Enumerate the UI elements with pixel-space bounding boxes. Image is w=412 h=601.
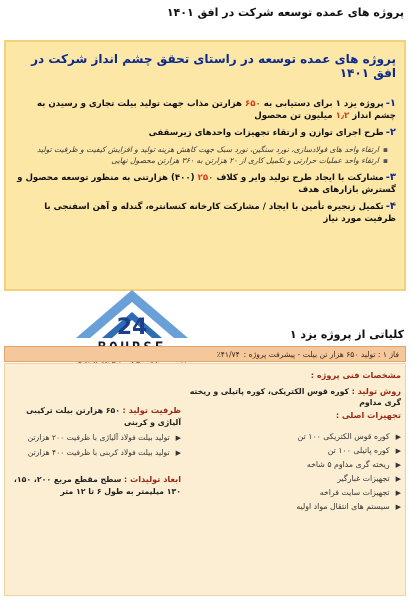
method-text: کوره قوس الکتریکی، کوره پاتیلی و ریخته گری مداوم <box>189 387 401 407</box>
item-value: ۶۵۰ <box>245 99 261 109</box>
svg-text:24: 24 <box>116 315 148 340</box>
triangle-bullet-icon: ▶ <box>395 489 401 497</box>
triangle-bullet-icon: ▶ <box>395 475 401 483</box>
item-text: پروژه یزد ۱ برای دستیابی به <box>260 99 384 109</box>
phase-progress: ۴۱/۷۴٪ <box>216 350 240 359</box>
item-text: هزارتن مذاب جهت تولید بیلت تجاری و رسیدن به چشم انداز <box>36 99 396 121</box>
item-number: ۲- <box>385 127 396 138</box>
sub-item-text: ارتقاء واحد های فولادسازی، نورد سنگین، نورد سبک جهت کاهش هزینه تولید و افزایش کیفیت و ظرفیت تولید <box>37 145 379 154</box>
equipment-list <box>189 430 401 514</box>
list-item <box>11 447 181 459</box>
project-item-1 <box>14 98 396 122</box>
triangle-bullet-icon: ▶ <box>395 503 401 511</box>
phase-label: فاز ۱ : تولید ۶۵۰ هزار تن بیلت - پیشرفت پروژه : <box>243 350 399 359</box>
capacity-label: ظرفیت تولید : <box>122 405 181 415</box>
list-item <box>189 458 401 472</box>
list-item <box>189 500 401 514</box>
capacity-line <box>11 404 181 429</box>
technical-specs <box>189 370 401 514</box>
item-text: (۴۰۰) هزارتنی به منظور توسعه محصول و گسترش بازارهای هدف <box>17 173 396 195</box>
triangle-bullet-icon: ▶ <box>175 434 181 442</box>
equipment-label: ریخته گری مداوم ۵ شاخه <box>306 460 390 469</box>
development-projects-panel <box>4 40 406 291</box>
item-number: ۳- <box>385 172 396 183</box>
phase-bar <box>4 346 406 362</box>
item-text: میلیون تن محصول <box>254 111 336 121</box>
project-details <box>4 363 406 596</box>
equipment-label: سیستم های انتقال مواد اولیه <box>296 502 390 511</box>
project-item-2 <box>14 127 396 139</box>
dimensions-label: ابعاد تولیدات : <box>123 474 181 484</box>
capacity-text: ۶۵۰ هزارتن بیلت ترکیبی آلیاژی و کربنی <box>26 406 181 427</box>
capacity-item: تولید بیلت فولاد کربنی با ظرفیت ۴۰۰ هزارتن <box>27 448 170 457</box>
triangle-bullet-icon: ▶ <box>395 433 401 441</box>
item-value: ۲۵۰ <box>197 173 214 183</box>
capacity-section <box>11 404 181 501</box>
production-method <box>189 386 401 408</box>
project-item-3 <box>14 172 396 196</box>
equipment-label: کوره پاتیلی ۱۰۰ تن <box>327 446 390 455</box>
item-text: مشارکت با ایجاد طرح تولید وایر و کلاف <box>213 173 384 183</box>
project-item-4 <box>14 201 396 225</box>
sub-item: ▪ارتقاء واحد عملیات حرارتی و تکمیل کاری از ۲۰ هزارتن به ۳۶۰ هزارتن محصول نهایی <box>111 156 388 165</box>
equipment-title: تجهیزات اصلی : <box>335 410 401 420</box>
triangle-bullet-icon: ▶ <box>395 461 401 469</box>
triangle-bullet-icon: ▶ <box>175 449 181 457</box>
equipment-label: کوره قوس الکتریکی ۱۰۰ تن <box>297 432 390 441</box>
section-title: کلیاتی از پروژه یزد ۱ <box>289 328 404 341</box>
list-item <box>189 444 401 458</box>
dimensions-line <box>11 473 181 498</box>
panel-heading: پروژه های عمده توسعه در راستای تحقق چشم انداز شرکت در افق ۱۴۰۱ <box>31 52 396 80</box>
item-value: ۱٫۲ <box>335 111 350 121</box>
list-item <box>189 472 401 486</box>
capacity-item: تولید بیلت فولاد آلیاژی با ظرفیت ۲۰۰ هزارتن <box>27 433 170 442</box>
item-number: ۱- <box>385 98 396 109</box>
method-label: روش تولید : <box>351 386 401 396</box>
mountain-logo-icon <box>56 286 208 340</box>
list-item <box>189 430 401 444</box>
list-item <box>11 432 181 444</box>
sub-item: ▪ارتقاء واحد های فولادسازی، نورد سنگین، نورد سبک جهت کاهش هزینه تولید و افزایش کیفیت و ظرفیت تولید <box>37 145 388 154</box>
project-list <box>14 98 396 230</box>
equipment-label: تجهیزات سایت فراخه <box>319 488 390 497</box>
sub-item-text: ارتقاء واحد عملیات حرارتی و تکمیل کاری از ۲۰ هزارتن به ۳۶۰ هزارتن محصول نهایی <box>111 156 379 165</box>
item-number: ۴- <box>385 201 396 212</box>
list-item <box>189 486 401 500</box>
item-text: تکمیل زنجیره تأمین با ایجاد / مشارکت کارخانه کنسانتره، گندله و آهن اسفنجی با ظرفیت مورد نیاز <box>44 202 396 224</box>
specs-title: مشخصات فنی پروژه : <box>310 370 401 380</box>
equipment-label: تجهیزات غبارگیر <box>337 474 390 483</box>
page-title: پروژه های عمده توسعه شرکت در افق ۱۴۰۱ <box>166 6 404 19</box>
triangle-bullet-icon: ▶ <box>395 447 401 455</box>
dimensions-text: سطح مقطع مربع ۲۰۰، ۱۵۰، ۱۳۰ میلیمتر به طول ۶ تا ۱۲ متر <box>13 475 181 496</box>
item-text: طرح اجرای توازن و ارتقاء تجهیزات واحدهای زیرسقفی <box>148 128 384 138</box>
